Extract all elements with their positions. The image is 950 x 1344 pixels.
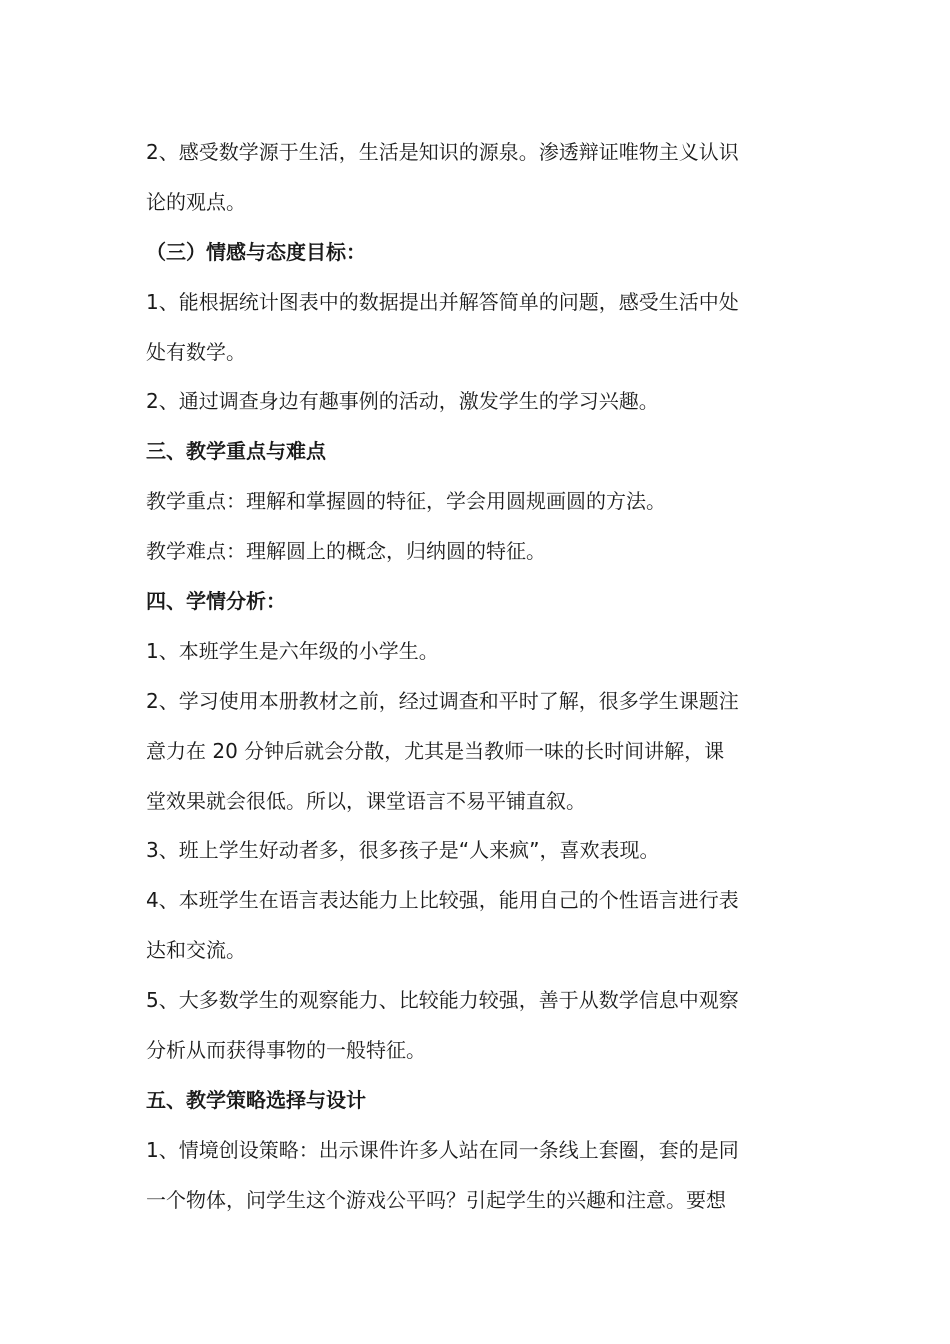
paragraph-line: 2、通过调查身边有趣事例的活动，激发学生的学习兴趣。 (146, 389, 659, 414)
paragraph-line: 1、本班学生是六年级的小学生。 (146, 638, 439, 663)
paragraph-line: 4、本班学生在语言表达能力上比较强，能用自己的个性语言进行表 (146, 888, 739, 913)
section-heading: 四、学情分析： (146, 589, 286, 614)
section-heading: 三、教学重点与难点 (146, 439, 326, 464)
paragraph-line: 意力在 20 分钟后就会分散，尤其是当教师一味的长时间讲解，课 (146, 738, 725, 763)
paragraph-line: 1、情境创设策略：出示课件许多人站在同一条线上套圈，套的是同 (146, 1137, 739, 1162)
paragraph-line: 达和交流。 (146, 938, 246, 963)
paragraph-line: 一个物体，问学生这个游戏公平吗？引起学生的兴趣和注意。要想 (146, 1187, 726, 1212)
paragraph-line: 处有数学。 (146, 339, 246, 364)
paragraph-line: 3、班上学生好动者多，很多孩子是“人来疯”，喜欢表现。 (146, 838, 660, 863)
document-body (146, 128, 810, 1226)
paragraph-line: 2、感受数学源于生活，生活是知识的源泉。渗透辩证唯物主义认识 (146, 140, 739, 164)
paragraph-line: 教学重点：理解和掌握圆的特征，学会用圆规画圆的方法。 (146, 489, 666, 514)
paragraph-line: 教学难点：理解圆上的概念，归纳圆的特征。 (146, 539, 546, 564)
paragraph-line: 堂效果就会很低。所以，课堂语言不易平铺直叙。 (146, 788, 586, 813)
paragraph-line: 分析从而获得事物的一般特征。 (146, 1038, 426, 1063)
section-heading: 五、教学策略选择与设计 (146, 1087, 366, 1112)
paragraph-line: 论的观点。 (146, 189, 246, 214)
section-heading: （三）情感与态度目标： (146, 239, 366, 264)
paragraph-line: 1、能根据统计图表中的数据提出并解答简单的问题，感受生活中处 (146, 289, 739, 314)
paragraph-line: 5、大多数学生的观察能力、比较能力较强，善于从数学信息中观察 (146, 988, 739, 1013)
paragraph-line: 2、学习使用本册教材之前，经过调查和平时了解，很多学生课题注 (146, 688, 739, 713)
